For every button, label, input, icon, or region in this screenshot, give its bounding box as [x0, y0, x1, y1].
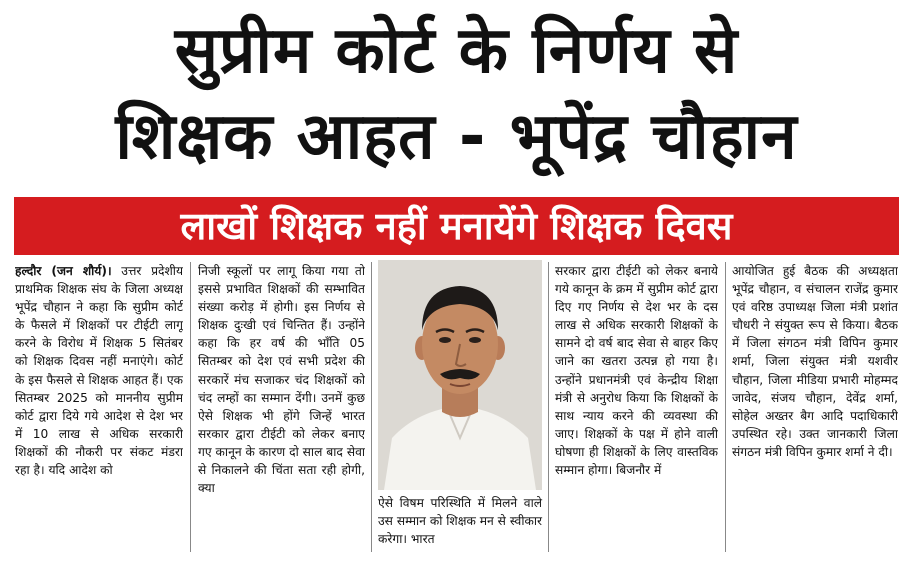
article-column-2 [198, 262, 365, 558]
dateline: हल्दौर (जन शौर्य)। [15, 264, 112, 278]
subheadline-banner: लाखों शिक्षक नहीं मनायेंगे शिक्षक दिवस [14, 197, 899, 255]
headline-line-2: शिक्षक आहत - भूपेंद्र चौहान [115, 100, 798, 174]
headline-line-1: सुप्रीम कोर्ट के निर्णय से [174, 14, 739, 88]
column-divider [725, 262, 726, 552]
article-column-4-text: सरकार द्वारा टीईटी को लेकर बनाये गये कानून के क्रम में सुप्रीम कोर्ट द्वारा दिए गए निर्णय से देश भर के दस लाख से अधिक सरकारी शिक्षकों के सामने दो वर्ष बाद सेवा से बाहर किए जाने का खतरा उत्पन्न हो गया है। उन्होंने प्रधानमंत्री एवं केन्द्रीय शिक्षा मंत्री से अनुरोध किया कि शिक्षकों के साथ न्याय करने की व्यवस्था की जाए। शिक्षकों के पक्ष में होने वाली घोषणा ही शिक्षकों के लिए वास्तविक सम्मान होगा। बिजनौर में [555, 264, 718, 478]
article-column-5-text: आयोजित हुई बैठक की अध्यक्षता भूपेंद्र चौहान, व संचालन राजेंद्र कुमार एवं वरिष्ठ उपाध्यक्ष जिला मंत्री प्रशांत चौधरी ने संयुक्त रूप से किया। बैठक में जिला संगठन मंत्री विपिन कुमार शर्मा, जिला संयुक्त मंत्री यशवीर चौहान, जिला मीडिया प्रभारी मोहम्मद जावेद, संजय चौहान, देवेंद्र शर्मा, सोहेल अख्तर बैग आदि पदाधिकारी उपस्थित रहे। उक्त जानकारी जिला संगठन मंत्री विपिन कुमार शर्मा ने दी। [732, 264, 898, 459]
column-divider [548, 262, 549, 552]
headline [0, 8, 913, 180]
person-portrait-image [378, 260, 542, 490]
article-column-1-text: उत्तर प्रदेशीय प्राथमिक शिक्षक संघ के जिला अध्यक्ष भूपेंद्र चौहान ने कहा कि सुप्रीम कोर्ट के फैसले में शिक्षकों पर टीईटी लागू करने के विरोध में शिक्षक 5 सितंबर को शिक्षक दिवस नहीं मनाएंगे। कोर्ट के इस फैसले से शिक्षक आहत हैं। एक सितम्बर 2025 को माननीय सुप्रीम कोर्ट द्वारा दिये गये आदेश से देश भर में 10 लाख से अधिक सरकारी शिक्षकों की नौकरी पर संकट मंडरा रहा है। यदि आदेश को [15, 264, 183, 478]
article-column-1 [15, 262, 183, 558]
article-column-5 [732, 262, 898, 558]
photo-caption-text: ऐसे विषम परिस्थिति में मिलने वाले उस सम्मान को शिक्षक मन से स्वीकार करेगा। भारत [378, 496, 542, 547]
column-divider [371, 262, 372, 552]
article-column-4 [555, 262, 718, 558]
article-column-2-text: निजी स्कूलों पर लागू किया गया तो इससे प्रभावित शिक्षकों की सम्भावित संख्या करोड़ में होगी। इस निर्णय से शिक्षक दुःखी एवं चिन्तित हैं। उन्होंने कहा कि हर वर्ष की भाँति 05 सितम्बर को देश एवं सभी प्रदेश की सरकारें मंच सजाकर चंद शिक्षकों को चंद लम्हों का सम्मान देंगी। उनमें कुछ ऐसे शिक्षक भी होंगे जिन्हें भारत सरकार द्वारा टीईटी को लेकर बनाए गए कानून के कारण दो साल बाद सेवा से निकालने की चिंता सता रही होगी, क्या [198, 264, 365, 496]
portrait-photo [378, 260, 542, 490]
column-divider [190, 262, 191, 552]
